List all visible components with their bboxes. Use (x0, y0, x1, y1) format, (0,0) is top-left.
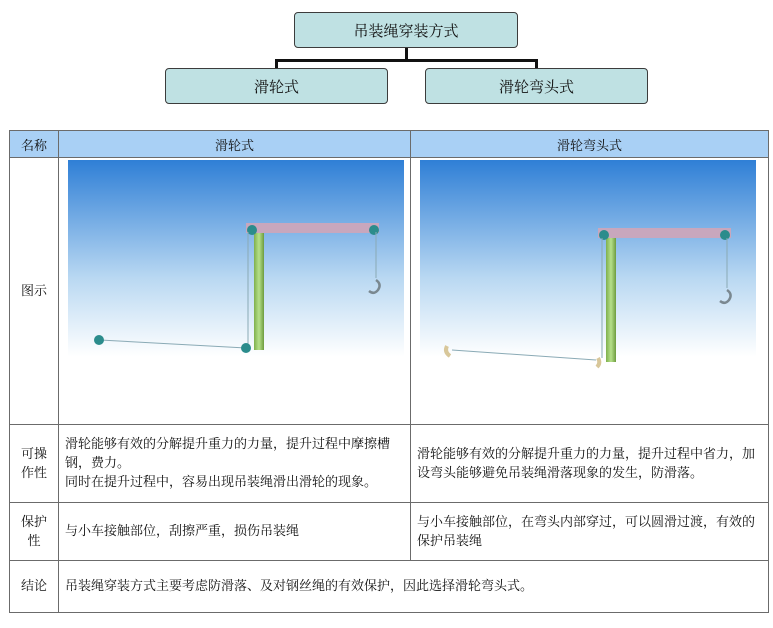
header-name: 名称 (10, 131, 59, 158)
table-row-conclusion (10, 561, 769, 613)
row-label-image: 图示 (10, 158, 59, 425)
row-label-operability: 可操 作性 (10, 425, 59, 503)
diagram-root-label: 吊装绳穿装方式 (353, 21, 459, 40)
conclusion-text: 吊装绳穿装方式主要考虑防滑落、及对钢丝绳的有效保护，因此选择滑轮弯头式。 (59, 561, 769, 613)
header-pulley: 滑轮式 (59, 131, 411, 158)
comparison-table (9, 130, 769, 613)
table-row-operability (10, 425, 769, 503)
diagram-root-node (294, 12, 518, 48)
table-header-row (10, 131, 769, 158)
diagram-pulley-label: 滑轮式 (253, 77, 299, 96)
header-elbow: 滑轮弯头式 (411, 131, 769, 158)
pulley-illustration-cell (59, 158, 411, 425)
elbow-protection-text: 与小车接触部位，在弯头内部穿过，可以圆滑过渡，有效的保护吊装绳 (411, 503, 769, 561)
pulley-illustration (68, 160, 404, 422)
row-label-protection: 保护 性 (10, 503, 59, 561)
diagram-pulley-node (165, 68, 388, 104)
diagram-elbow-node (425, 68, 648, 104)
elbow-operability-text: 滑轮能够有效的分解提升重力的力量，提升过程中省力，加设弯头能够避免吊装绳滑落现象的发生，防滑落。 (411, 425, 769, 503)
table-row-image (10, 158, 769, 425)
elbow-illustration (420, 160, 756, 422)
elbow-illustration-cell (411, 158, 769, 425)
diagram-elbow-label: 滑轮弯头式 (498, 77, 574, 96)
connector-line (275, 59, 538, 62)
row-label-conclusion: 结论 (10, 561, 59, 613)
pulley-protection-text: 与小车接触部位，刮擦严重，损伤吊装绳 (59, 503, 411, 561)
pulley-operability-text: 滑轮能够有效的分解提升重力的力量，提升过程中摩擦槽钢，费力。 同时在提升过程中，容易出现吊装绳滑出滑轮的现象。 (59, 425, 411, 503)
table-row-protection (10, 503, 769, 561)
